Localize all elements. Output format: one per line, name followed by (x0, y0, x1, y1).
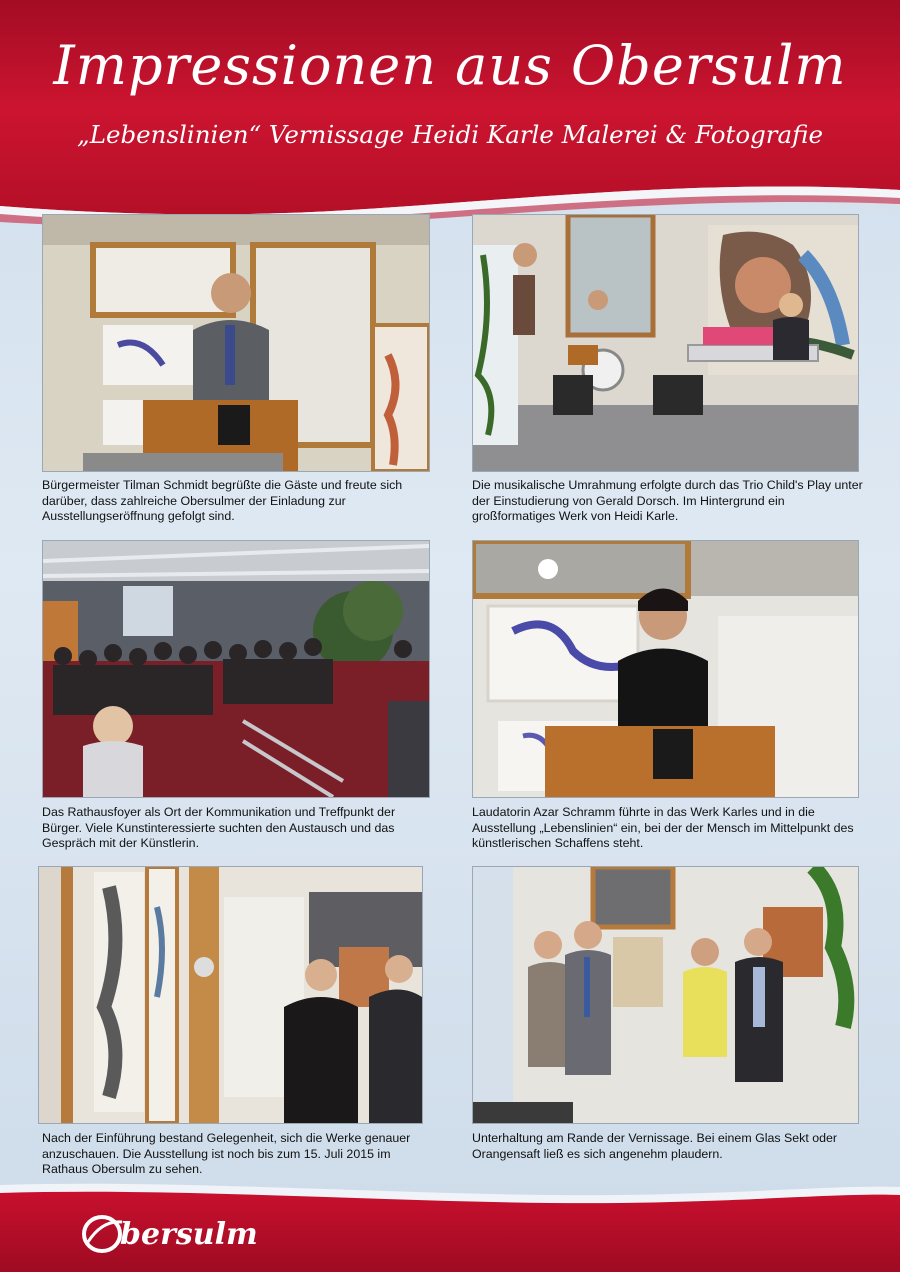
photo-visitors-viewing-art (38, 866, 423, 1124)
band-performance-photo-icon (473, 215, 858, 471)
laudatorin-at-podium-photo-icon (473, 541, 858, 797)
photo-foyer-crowd (42, 540, 430, 798)
logo-text: bersulm (120, 1217, 258, 1252)
photo-speaker-at-podium (42, 214, 430, 472)
caption-photo-2: Die musikalische Umrahmung erfolgte durch das Trio Child's Play unter der Einstudierung von Gerald Dorsch. Im Hintergrund ein großformatiges Werk von Heidi Karle. (472, 478, 863, 523)
caption-photo-6: Unterhaltung am Rande der Vernissage. Bei einem Glas Sekt oder Orangensaft ließ es sich angenehm plaudern. (472, 1131, 838, 1161)
caption-photo-5: Nach der Einführung bestand Gelegenheit, sich die Werke genauer anzuschauen. Die Ausstellung ist noch bis zum 15. Juli 2015 im Rathaus Obersulm zu sehen. (42, 1131, 411, 1176)
page-title: Impressionen aus Obersulm (53, 34, 847, 97)
caption-photo-3: Das Rathausfoyer als Ort der Kommunikation und Treffpunkt der Bürger. Viele Kunstinteressierte suchten den Austausch und das Gespräch mit der Künstlerin. (42, 805, 396, 850)
foyer-crowd-photo-icon (43, 541, 429, 797)
caption-photo-4: Laudatorin Azar Schramm führte in das Werk Karles und in die Ausstellung „Lebenslinien“ ein, bei der der Mensch im Mittelpunkt des künstlerischen Schaffens steht. (472, 805, 854, 850)
page-subtitle: „Lebenslinien“ Vernissage Heidi Karle Malerei & Fotografie (77, 120, 823, 149)
photo-band-performance (472, 214, 859, 472)
visitors-viewing-art-photo-icon (39, 867, 422, 1123)
speaker-at-podium-photo-icon (43, 215, 429, 471)
guests-conversation-photo-icon (473, 867, 858, 1123)
obersulm-logo-icon (80, 1208, 270, 1258)
photo-guests-conversation (472, 866, 859, 1124)
header-banner (0, 0, 900, 230)
photo-laudatorin-at-podium (472, 540, 859, 798)
caption-photo-1: Bürgermeister Tilman Schmidt begrüßte die Gäste und freute sich darüber, dass zahlreiche Obersulmer der Einladung zur Ausstellungseröffnung gefolgt sind. (42, 478, 403, 523)
